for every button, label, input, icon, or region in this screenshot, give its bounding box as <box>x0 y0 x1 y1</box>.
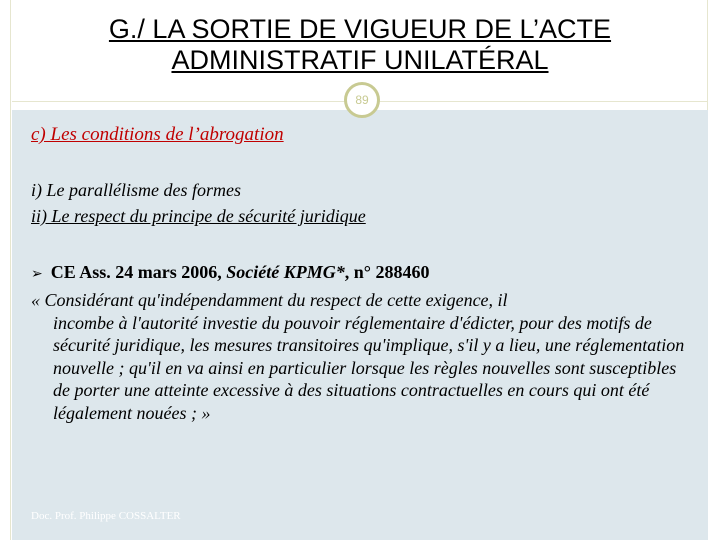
case-party: Société KPMG* <box>226 262 345 282</box>
slide-title <box>12 14 708 76</box>
case-reference <box>31 262 429 283</box>
page-number-badge <box>344 82 380 118</box>
title-line-2: ADMINISTRATIF UNILATÉRAL <box>171 45 549 75</box>
case-suffix: , n° 288460 <box>344 262 430 282</box>
quote-first-line: « Considérant qu'indépendamment du respect de cette exigence, il <box>31 290 508 310</box>
footer-credit: Doc. Prof. Philippe COSSALTER <box>31 510 181 522</box>
case-quote <box>31 289 695 424</box>
subpoint-2: ii) Le respect du principe de sécurité juridique <box>31 206 366 226</box>
subpoint-1: i) Le parallélisme des formes <box>31 180 241 200</box>
title-line-1: G./ LA SORTIE DE VIGUEUR DE L’ACTE <box>108 14 612 44</box>
page-number: 89 <box>355 93 369 107</box>
section-heading: c) Les conditions de l’abrogation <box>31 124 284 145</box>
arrow-bullet-icon: ➢ <box>31 266 43 282</box>
case-prefix: CE Ass. 24 mars 2006, <box>50 262 222 282</box>
quote-body: incombe à l'autorité investie du pouvoir réglementaire d'édicter, pour des motifs de sécurité juridique, les mesures transitoires qu'implique, s'il y a lieu, une réglementation nouvelle ; qu'il en va ainsi en particulier lorsque les règles nouvelles sont susceptibles de porter une atteinte excessive à des situations contractuelles en cours qui ont été légalement nouées ; » <box>53 312 685 423</box>
